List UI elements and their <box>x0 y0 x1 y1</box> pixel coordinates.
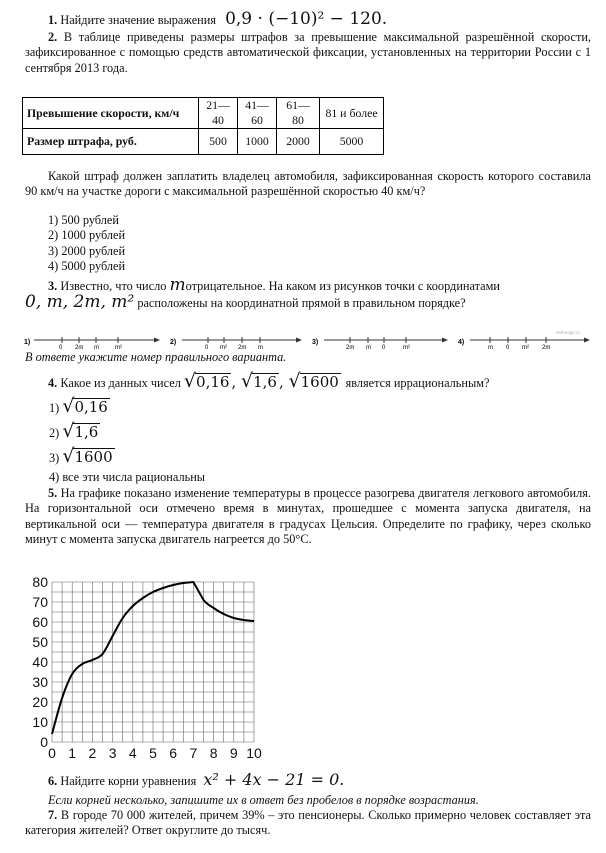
tick-label: 0 <box>59 345 63 350</box>
y-tick-label: 30 <box>32 674 48 690</box>
line-label: 2) <box>170 339 177 346</box>
q6-text: Найдите корни уравнения <box>60 774 197 788</box>
table-row <box>23 98 384 129</box>
line-label: 3) <box>312 339 319 346</box>
q3-number: 3. <box>48 279 58 293</box>
number-line-3 <box>312 337 448 350</box>
y-tick-label: 60 <box>32 614 48 630</box>
question-1 <box>48 9 387 29</box>
x-tick-label: 9 <box>229 745 238 761</box>
option-value: 1,6 <box>74 423 99 441</box>
q6-equation: x² + 4x − 21 = 0. <box>203 770 345 789</box>
q3-m: m <box>169 275 186 295</box>
x-tick-label: 6 <box>169 745 178 761</box>
x-tick-label: 5 <box>149 745 157 761</box>
list-item: 3) 2000 рублей <box>48 243 126 258</box>
q4-text-a: Какое из данных чисел <box>60 376 181 390</box>
list-item: 4) 5000 рублей <box>48 258 126 273</box>
q5-number: 5. <box>48 486 58 500</box>
x-tick-label: 0 <box>48 745 56 761</box>
q4-option-1 <box>49 395 110 417</box>
y-tick-label: 70 <box>32 594 48 610</box>
option-value: 1600 <box>74 448 113 466</box>
q7-number: 7. <box>48 808 58 822</box>
tick-label: m <box>258 345 263 350</box>
option-label: 1) <box>49 401 60 415</box>
q2-intro-text: В таблице приведены размеры штрафов за превышение максимальной разрешённой скорости, зафиксированное с помощью средств автоматической фиксации, установленных на территории России с 1 сентября 2013 года. <box>25 30 592 75</box>
table-cell: Превышение скорости, км/ч <box>23 98 199 129</box>
table-cell: Размер штрафа, руб. <box>23 129 199 155</box>
q4-num-2: 1,6 <box>253 373 277 391</box>
watermark: reshuoge.ru <box>555 330 580 335</box>
option-label: 2) <box>49 426 60 440</box>
question-7 <box>25 808 591 839</box>
q4-num-1: 0,16 <box>196 373 230 391</box>
y-tick-label: 20 <box>32 694 48 710</box>
q4-option-2 <box>49 420 100 442</box>
question-2-intro <box>25 30 591 76</box>
table-row <box>23 129 384 155</box>
q3-text-a: Известно, что число <box>60 279 167 293</box>
question-5 <box>25 486 591 548</box>
q1-expression: 0,9 · (−10)² − 120. <box>225 9 388 29</box>
question-4: 4. Какое из данных чисел √0,16 , √1,6 , √1600 является иррациональным? <box>48 370 490 392</box>
tick-label: 2m <box>75 345 84 350</box>
table-cell: 5000 <box>320 129 384 155</box>
x-tick-label: 4 <box>128 745 137 761</box>
q3-text-b: отрицательное. На каком из рисунков точки с координатами <box>185 279 500 293</box>
tick-label: m <box>366 345 371 350</box>
tick-label: 2m <box>238 345 247 350</box>
table-cell: 500 <box>199 129 238 155</box>
tick-label: m² <box>403 345 410 350</box>
tick-label: 2m <box>346 345 355 350</box>
q6-number: 6. <box>48 774 58 788</box>
list-item: 2) 1000 рублей <box>48 228 126 243</box>
tick-label: 0 <box>205 345 209 350</box>
table-cell: 61—80 <box>277 98 320 129</box>
q2-number: 2. <box>48 30 58 44</box>
q3-text-c: расположены на координатной прямой в правильном порядке? <box>137 296 466 310</box>
q4-num-3: 1600 <box>300 373 339 391</box>
option-label: 3) <box>49 451 60 465</box>
number-line-1 <box>24 337 160 350</box>
tick-label: m² <box>522 345 529 350</box>
x-tick-label: 8 <box>209 745 218 761</box>
number-lines <box>22 328 592 350</box>
list-item: 1) 500 рублей <box>48 213 119 227</box>
tick-label: 0 <box>382 345 386 350</box>
sqrt-icon: √ <box>240 370 254 392</box>
q3-line2 <box>25 292 466 312</box>
q4-option-3 <box>49 445 115 467</box>
table-cell: 41—60 <box>238 98 277 129</box>
y-tick-label: 80 <box>32 574 48 590</box>
line-label: 4) <box>458 339 465 346</box>
sqrt-icon: √ <box>62 445 75 467</box>
temperature-chart <box>24 570 270 770</box>
option-value: 0,16 <box>74 398 108 416</box>
y-tick-label: 40 <box>32 654 48 670</box>
sqrt-icon: √ <box>288 370 301 392</box>
sqrt-icon: √ <box>183 370 197 392</box>
tick-label: m² <box>115 345 122 350</box>
fines-table <box>22 97 384 155</box>
q2-question: Какой штраф должен заплатить владелец автомобиля, зафиксированная скорость которого составила 90 км/ч на участке дороги с максимальной разрешённой скоростью 40 км/ч? <box>25 169 591 199</box>
q7-text: В городе 70 000 жителей, причем 39% – это пенсионеры. Сколько примерно человек составляет эта категория жителей? Ответ округлите до тысяч. <box>25 808 591 838</box>
q6-note: Если корней несколько, запишите их в ответ без пробелов в порядке возрастания. <box>48 793 479 807</box>
table-cell: 1000 <box>238 129 277 155</box>
x-tick-label: 3 <box>108 745 117 761</box>
tick-label: 0 <box>506 345 510 350</box>
tick-label: m² <box>220 345 227 350</box>
q2-options <box>48 213 125 274</box>
y-tick-label: 10 <box>32 714 48 730</box>
tick-label: m <box>94 345 99 350</box>
q4-option-4: 4) все эти числа рациональны <box>49 470 206 484</box>
line-label: 1) <box>24 339 31 346</box>
q1-number: 1. <box>48 13 58 27</box>
tick-label: 2m <box>542 345 551 350</box>
y-tick-label: 50 <box>32 634 48 650</box>
number-line-2 <box>170 337 302 350</box>
question-6 <box>48 770 344 789</box>
q4-number: 4. <box>48 376 58 390</box>
number-line-4 <box>458 337 590 350</box>
q3-note: В ответе укажите номер правильного варианта. <box>25 350 287 364</box>
table-cell: 21—40 <box>199 98 238 129</box>
y-tick-label: 0 <box>40 734 48 750</box>
sqrt-icon: √ <box>62 420 75 442</box>
q3-coordinates: 0, m, 2m, m² <box>25 292 135 312</box>
x-tick-label: 7 <box>189 745 198 761</box>
x-tick-label: 1 <box>68 745 77 761</box>
sqrt-icon: √ <box>62 395 75 417</box>
q5-text: На графике показано изменение температуры в процессе разогрева двигателя легкового автомобиля. На горизонтальной оси отмечено время в минутах, прошедшее с момента запуска двигателя, на вертикальной оси — температура двигателя в градусах Цельсия. Определите по графику, через сколько минут с момента запуска двигатель нагреется до 50°C. <box>25 486 591 547</box>
tick-label: m <box>488 345 493 350</box>
q4-text-b: является иррациональным? <box>345 376 490 390</box>
q1-text: Найдите значение выражения <box>60 13 216 27</box>
table-cell: 81 и более <box>320 98 384 129</box>
table-cell: 2000 <box>277 129 320 155</box>
x-tick-label: 2 <box>88 745 97 761</box>
x-tick-label: 10 <box>246 745 262 761</box>
